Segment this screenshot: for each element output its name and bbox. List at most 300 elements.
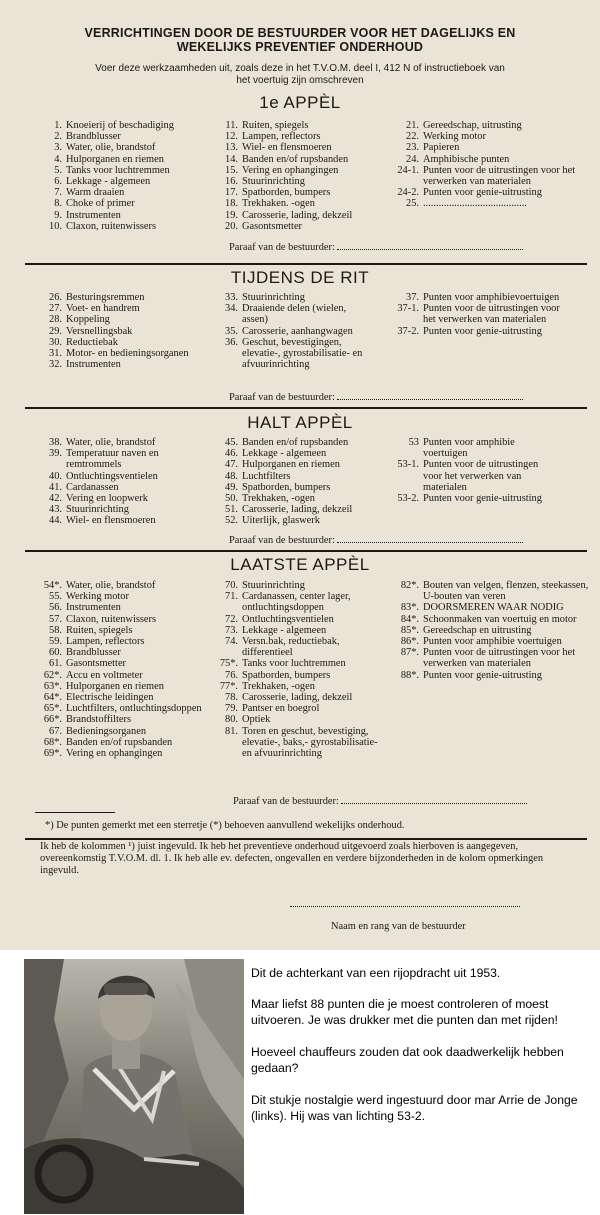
section-divider [25, 838, 587, 840]
paraaf-dots [337, 391, 523, 400]
checklist-item [214, 459, 384, 470]
checklist-item-text: Tanks voor luchtremmen [242, 658, 346, 670]
checklist-item-text: Stuurinrichting [242, 580, 305, 591]
section-title-tijdens-de-rit: TIJDENS DE RIT [230, 268, 370, 287]
section-title-1e-appel: 1e APPÈL [259, 93, 341, 112]
comment-paragraph-1: Dit de achterkant van een rijopdracht uit 1953. [251, 966, 501, 980]
checklist-item [389, 154, 589, 165]
signature-line [290, 906, 520, 907]
section-1-column-2 [214, 120, 384, 232]
checklist-item [389, 614, 589, 625]
checklist-item [38, 176, 213, 187]
document-title [20, 26, 580, 54]
checklist-item-text: Punten voor amphibie voertuigen [423, 437, 515, 460]
checklist-item [214, 614, 384, 625]
checklist-item-number: 59. [49, 636, 62, 648]
section-title-laatste-appel: LAATSTE APPÈL [230, 555, 370, 574]
comment-paragraph-3: Hoeveel chauffeurs zouden dat ook daadwerkelijk hebben gedaan? [251, 1045, 564, 1075]
checklist-item-number: 77*. [219, 680, 238, 692]
checklist-item-number: 30. [49, 336, 62, 348]
checklist-item [389, 602, 589, 613]
checklist-item [38, 154, 213, 165]
checklist-item-number: 22. [406, 131, 419, 143]
checklist-item-number: 75*. [219, 658, 238, 670]
checklist-item-text: Lampen, reflectors [66, 636, 145, 648]
checklist-item-number: 43. [49, 504, 62, 516]
checklist-item-text: Bouten van velgen, flenzen, steekassen, U-bouten van veren [423, 580, 589, 603]
checklist-item [214, 154, 384, 165]
paraaf-dots [337, 534, 523, 543]
checklist-item-number: 14. [225, 153, 238, 165]
checklist-item-text: Voet- en handrem [66, 303, 140, 315]
checklist-item-number: 72. [225, 613, 238, 625]
checklist-item-text: Warm draaien [66, 187, 125, 199]
checklist-item-text: Koppeling [66, 314, 110, 326]
checklist-item-text: Vering en loopwerk [66, 493, 148, 505]
checklist-item-number: 79. [225, 703, 238, 715]
checklist-item-number: 56. [49, 602, 62, 614]
checklist-item [38, 337, 213, 348]
checklist-item-text: Gereedschap en uitrusting [423, 624, 532, 636]
checklist-item-text: Banden en/of rupsbanden [242, 153, 349, 165]
checklist-item-number: 10. [49, 220, 62, 232]
checklist-item-text: Draaiende delen (wielen, assen) [242, 303, 347, 326]
checklist-item [38, 658, 213, 669]
checklist-item-text: ........................................ [423, 198, 527, 210]
checklist-item-text: Electrische leidingen [66, 692, 154, 704]
section-2-column-2 [214, 292, 369, 370]
checklist-item [38, 198, 213, 209]
checklist-item [389, 131, 589, 142]
certification-text: Ik heb de kolommen ¹) juist ingevuld. Ik heb het preventieve onderhoud uitgevoerd zoals hierboven is aangegeven, overeenkomstig T.V.O.M. dl. 1. Ik heb alle ev. defecten, ongevallen en verdere bijzonderheden in de kolom opmerkingen ingevuld. [40, 841, 544, 876]
checklist-item-text: Spatborden, bumpers [242, 481, 331, 493]
checklist-item [389, 580, 589, 602]
checklist-item [214, 726, 384, 760]
checklist-item-text: Werking motor [66, 591, 129, 603]
checklist-item-text: Punten voor de uitrustingen voor het verwerken van materialen [423, 647, 576, 670]
checklist-item-number: 27. [49, 303, 62, 315]
checklist-item-number: 65*. [43, 703, 62, 715]
section-1-column-1 [38, 120, 213, 232]
checklist-item-text: Vering en ophangingen [242, 164, 339, 176]
checklist-item [389, 187, 589, 198]
checklist-item-number: 53 [408, 437, 419, 448]
checklist-item-text: Lekkage - algemeen [242, 448, 327, 460]
checklist-item-number: 3. [54, 142, 62, 154]
checklist-item-text: Gasontsmetter [66, 658, 127, 670]
checklist-item-text: Spatborden, bumpers [242, 187, 331, 199]
checklist-item-text: Punten voor genie-uitrusting [423, 325, 542, 337]
checklist-item-number: 87*. [400, 647, 419, 659]
checklist-item-number: 60. [49, 647, 62, 659]
checklist-item-number: 82*. [400, 580, 419, 591]
checklist-item-number: 24. [406, 153, 419, 165]
checklist-item [38, 504, 213, 515]
checklist-item-number: 12. [225, 131, 238, 143]
checklist-item [389, 165, 589, 187]
checklist-item-number: 58. [49, 624, 62, 636]
checklist-item-text: Brandstoffilters [66, 714, 132, 726]
checklist-item-text: Toren en geschut, bevestiging, elevatie-, baks,- gyrostabilisatie- en afvuurinrichting [242, 725, 378, 760]
checklist-item-number: 51. [225, 504, 238, 516]
checklist-item [38, 359, 213, 370]
checklist-item [38, 131, 213, 142]
checklist-item-text: DOORSMEREN WAAR NODIG [423, 602, 564, 614]
checklist-item-number: 33. [225, 292, 238, 303]
checklist-item [38, 292, 213, 303]
paraaf-line-3 [229, 534, 523, 546]
checklist-item-text: Hulporganen en riemen [242, 459, 340, 471]
checklist-item-text: Punten voor genie-uitrusting [423, 493, 542, 505]
checklist-item-number: 9. [54, 209, 62, 221]
checklist-item-number: 24-2. [397, 187, 419, 199]
checklist-item-text: Luchtfilters [242, 470, 291, 482]
paraaf-dots [341, 795, 527, 804]
checklist-item [38, 625, 213, 636]
checklist-item-number: 37-2. [397, 325, 419, 337]
checklist-item-text: Vering en ophangingen [66, 748, 163, 760]
checklist-item-text: Stuurinrichting [242, 292, 305, 303]
checklist-item-text: Ontluchtingsventielen [242, 613, 334, 625]
checklist-item-number: 52. [225, 515, 238, 527]
paraaf-label: Paraaf van de bestuurder: [229, 242, 335, 253]
checklist-item-number: 37-1. [397, 303, 419, 315]
checklist-item-text: Temperatuur naven en remtrommels [66, 448, 159, 471]
checklist-item-number: 61. [49, 658, 62, 670]
checklist-item-text: Gereedschap, uitrusting [423, 120, 522, 131]
checklist-item [389, 670, 589, 681]
checklist-item [214, 580, 384, 591]
checklist-item-text: Tanks voor luchtremmen [66, 164, 170, 176]
title-line-2: WEKELIJKS PREVENTIEF ONDERHOUD [176, 40, 424, 54]
checklist-item [38, 471, 213, 482]
checklist-item [38, 348, 213, 359]
section-3-column-2 [214, 437, 384, 527]
checklist-item-number: 15. [225, 164, 238, 176]
checklist-item-number: 5. [54, 164, 62, 176]
checklist-item-text: Punten voor de uitrustingen voor het verwerken van materialen [423, 164, 576, 188]
checklist-item-number: 57. [49, 613, 62, 625]
checklist-item-text: Punten voor amphibie voertuigen [423, 636, 562, 648]
checklist-item [214, 692, 384, 703]
checklist-item-number: 11. [225, 120, 238, 131]
checklist-item-number: 68*. [43, 736, 62, 748]
checklist-item-text: Choke of primer [66, 198, 135, 210]
checklist-item [389, 198, 589, 209]
checklist-item-text: Gasontsmetter [242, 220, 303, 232]
checklist-item-number: 26. [49, 292, 62, 303]
checklist-item-number: 2. [54, 131, 62, 143]
checklist-item [38, 602, 213, 613]
checklist-item-number: 29. [49, 325, 62, 337]
checklist-item [38, 726, 213, 737]
checklist-item-text: Banden en/of rupsbanden [66, 736, 173, 748]
checklist-item-number: 42. [49, 493, 62, 505]
checklist-item [389, 459, 559, 493]
checklist-item [214, 591, 384, 613]
checklist-item-text: Stuurinrichting [66, 504, 129, 516]
checklist-item-text: Versn.bak, reductiebak, differentieel [242, 636, 340, 659]
checklist-item-number: 50. [225, 493, 238, 505]
paraaf-line-4 [233, 795, 527, 807]
checklist-item [38, 303, 213, 314]
checklist-item-text: Water, olie, brandstof [66, 142, 156, 154]
checklist-item-number: 88*. [400, 669, 419, 681]
paraaf-label: Paraaf van de bestuurder: [229, 392, 335, 403]
checklist-item-number: 6. [54, 176, 62, 188]
checklist-item-number: 83*. [400, 602, 419, 614]
checklist-item-number: 67. [49, 725, 62, 737]
checklist-item-number: 53-1. [397, 459, 419, 471]
checklist-item [214, 142, 384, 153]
checklist-item [389, 647, 589, 669]
checklist-item [389, 493, 559, 504]
checklist-item [214, 131, 384, 142]
checklist-item-number: 13. [225, 142, 238, 154]
checklist-item-text: Amphibische punten [423, 153, 510, 165]
checklist-item [38, 493, 213, 504]
checklist-item-text: Carosserie, aanhangwagen [242, 325, 353, 337]
checklist-item-text: Motor- en bedieningsorganen [66, 348, 189, 360]
checklist-item [214, 221, 384, 232]
paraaf-line-2 [229, 391, 523, 403]
checklist-item-number: 31. [49, 348, 62, 360]
paraaf-label: Paraaf van de bestuurder: [233, 796, 339, 807]
checklist-item-text: Reductiebak [66, 336, 118, 348]
checklist-item [389, 625, 589, 636]
checklist-item [38, 692, 213, 703]
checklist-item-text: Ontluchtingsventielen [66, 470, 158, 482]
checklist-item [38, 703, 213, 714]
checklist-item-number: 45. [225, 437, 238, 448]
checklist-item [389, 292, 564, 303]
checklist-item [38, 614, 213, 625]
checklist-item-number: 17. [225, 187, 238, 199]
checklist-item [38, 714, 213, 725]
checklist-item-number: 44. [49, 515, 62, 527]
checklist-item-text: Hulporganen en riemen [66, 153, 164, 165]
title-line-1: VERRICHTINGEN DOOR DE BESTUURDER VOOR HET DAGELIJKS EN [84, 26, 516, 40]
checklist-item-number: 39. [49, 448, 62, 460]
checklist-item-text: Cardanassen, center lager, ontluchtingsdoppen [242, 591, 351, 614]
checklist-item-text: Bedieningsorganen [66, 725, 147, 737]
checklist-item-number: 78. [225, 692, 238, 704]
checklist-item [38, 120, 213, 131]
checklist-item-text: Knoeierij of beschadiging [66, 120, 174, 131]
checklist-item [214, 165, 384, 176]
checklist-item-text: Optiek [242, 714, 271, 726]
checklist-item-text: Punten voor de uitrustingen voor het verwerken van materialen [423, 303, 560, 326]
checklist-item-text: Ruiten, spiegels [242, 120, 309, 131]
checklist-item-number: 32. [49, 359, 62, 371]
checklist-item-number: 40. [49, 470, 62, 482]
checklist-item [389, 437, 559, 459]
checklist-item [38, 142, 213, 153]
section-2-column-1 [38, 292, 213, 370]
checklist-item-text: Geschut, bevestigingen, elevatie-, gyrostabilisatie- en afvuurinrichting [242, 336, 363, 371]
checklist-item-text: Hulporganen en riemen [66, 680, 164, 692]
checklist-item-number: 53-2. [397, 493, 419, 505]
checklist-item-text: Punten voor amphibievoertuigen [423, 292, 560, 303]
checklist-item-text: Punten voor genie-uitrusting [423, 187, 542, 199]
checklist-item [214, 337, 369, 371]
checklist-item [389, 120, 589, 131]
checklist-item [214, 714, 384, 725]
checklist-item-number: 7. [54, 187, 62, 199]
checklist-item-text: Papieren [423, 142, 460, 154]
checklist-item [214, 636, 384, 658]
checklist-item-number: 34. [225, 303, 238, 315]
checklist-item-number: 36. [225, 336, 238, 348]
checklist-item-number: 74. [225, 636, 238, 648]
checklist-item [214, 176, 384, 187]
checklist-item [214, 303, 369, 325]
checklist-item [389, 142, 589, 153]
checklist-item-number: 69*. [43, 748, 62, 760]
checklist-item-text: Banden en/of rupsbanden [242, 437, 349, 448]
checklist-item-text: Trekhaken. -ogen [242, 198, 315, 210]
checklist-item-number: 76. [225, 669, 238, 681]
checklist-item-text: Instrumenten [66, 359, 121, 371]
section-divider [25, 407, 587, 409]
checklist-item [214, 437, 384, 448]
checklist-item-text: Versnellingsbak [66, 325, 133, 337]
checklist-item-text: Punten voor genie-uitrusting [423, 669, 542, 681]
checklist-item-text: Water, olie, brandstof [66, 580, 156, 591]
checklist-item [38, 636, 213, 647]
checklist-item [214, 504, 384, 515]
checklist-item-text: Accu en voltmeter [66, 669, 143, 681]
footnote: *) De punten gemerkt met een sterretje (*) behoeven aanvullend wekelijks onderhoud. [45, 820, 405, 831]
checklist-item [38, 448, 213, 470]
checklist-item-text: Trekhaken, -ogen [242, 680, 315, 692]
section-title-halt-appel: HALT APPÈL [247, 413, 353, 432]
checklist-item-number: 49. [225, 481, 238, 493]
checklist-item-text: Spatborden, bumpers [242, 669, 331, 681]
checklist-item-text: Lampen, reflectors [242, 131, 321, 143]
checklist-item-text: Water, olie, brandstof [66, 437, 156, 448]
checklist-item-text: Wiel- en flensmoeren [242, 142, 332, 154]
checklist-item [214, 198, 384, 209]
section-2-column-3 [389, 292, 564, 337]
checklist-item-text: Stuurinrichting [242, 176, 305, 188]
checklist-item-text: Brandblusser [66, 131, 121, 143]
checklist-item [38, 591, 213, 602]
checklist-item-number: 80. [225, 714, 238, 726]
checklist-item [389, 326, 564, 337]
checklist-item [38, 326, 213, 337]
checklist-item-number: 41. [49, 481, 62, 493]
signature-label: Naam en rang van de bestuurder [331, 921, 466, 932]
checklist-item-text: Trekhaken, -ogen [242, 493, 315, 505]
checklist-item-number: 86*. [400, 636, 419, 648]
checklist-item [38, 482, 213, 493]
checklist-item [214, 493, 384, 504]
checklist-item-number: 20. [225, 220, 238, 232]
checklist-item-number: 63*. [43, 680, 62, 692]
checklist-item-text: Wiel- en flensmoeren [66, 515, 156, 527]
checklist-item [38, 437, 213, 448]
checklist-item-number: 38. [49, 437, 62, 448]
checklist-item [214, 326, 369, 337]
checklist-item-text: Punten voor de uitrustingen voor het verwerken van materialen [423, 459, 539, 493]
checklist-item-text: Uiterlijk, glaswerk [242, 515, 320, 527]
checklist-item-number: 37. [406, 292, 419, 303]
checklist-item-text: Carosserie, lading, dekzeil [242, 209, 353, 221]
checklist-item-number: 84*. [400, 613, 419, 625]
checklist-item-text: Ruiten, spiegels [66, 624, 133, 636]
checklist-item-number: 71. [225, 591, 238, 603]
checklist-item-text: Carosserie, lading, dekzeil [242, 504, 353, 516]
checklist-item [38, 681, 213, 692]
checklist-item [214, 471, 384, 482]
checklist-item-text: Schoonmaken van voertuig en motor [423, 613, 577, 625]
checklist-item-number: 55. [49, 591, 62, 603]
checklist-item [38, 580, 213, 591]
checklist-item-number: 70. [225, 580, 238, 591]
checklist-item-number: 25. [406, 198, 419, 210]
checklist-item-text: Instrumenten [66, 209, 121, 221]
section-4-column-3 [389, 580, 589, 681]
checklist-item-number: 66*. [43, 714, 62, 726]
checklist-item [38, 647, 213, 658]
checklist-item-number: 48. [225, 470, 238, 482]
checklist-item [214, 482, 384, 493]
checklist-item-text: Carosserie, lading, dekzeil [242, 692, 353, 704]
paraaf-label: Paraaf van de bestuurder: [229, 535, 335, 546]
checklist-item-text: Brandblusser [66, 647, 121, 659]
checklist-item [214, 670, 384, 681]
checklist-item [389, 636, 589, 647]
checklist-item [214, 658, 384, 669]
checklist-item-number: 35. [225, 325, 238, 337]
paraaf-line-1 [229, 241, 523, 253]
checklist-item-number: 46. [225, 448, 238, 460]
checklist-item-number: 18. [225, 198, 238, 210]
paraaf-dots [337, 241, 523, 250]
checklist-item-number: 62*. [43, 669, 62, 681]
checklist-item-text: Lekkage - algemeen [66, 176, 151, 188]
checklist-item-number: 16. [225, 176, 238, 188]
checklist-item [38, 748, 213, 759]
section-4-column-1 [38, 580, 213, 759]
section-1-column-3 [389, 120, 589, 210]
checklist-item [214, 210, 384, 221]
checklist-item-number: 21. [406, 120, 419, 131]
checklist-item-number: 54*. [43, 580, 62, 591]
checklist-item-number: 8. [54, 198, 62, 210]
checklist-item-number: 19. [225, 209, 238, 221]
subtitle-line-1: Voer deze werkzaamheden uit, zoals deze in het T.V.O.M. deel I, 412 N of instructieboek van [95, 63, 505, 74]
checklist-item-number: 81. [225, 725, 238, 737]
section-divider [25, 550, 587, 552]
checklist-item [38, 314, 213, 325]
section-3-column-3 [389, 437, 559, 504]
comment-paragraph-4: Dit stukje nostalgie werd ingestuurd door mar Arrie de Jonge (links). Hij was van lichting 53-2. [251, 1093, 578, 1123]
checklist-item-text: Cardanassen [66, 481, 119, 493]
checklist-item [214, 120, 384, 131]
soldier-photo-image [24, 959, 244, 1214]
checklist-item [38, 515, 213, 526]
checklist-item [214, 292, 369, 303]
checklist-item-text: Werking motor [423, 131, 486, 143]
checklist-item [38, 210, 213, 221]
section-4-column-2 [214, 580, 384, 759]
section-3-column-1 [38, 437, 213, 527]
comment-paragraph-2: Maar liefst 88 punten die je moest controleren of moest uitvoeren. Je was drukker met die punten dan met rijden! [251, 997, 558, 1027]
checklist-item [214, 515, 384, 526]
checklist-item [389, 303, 564, 325]
